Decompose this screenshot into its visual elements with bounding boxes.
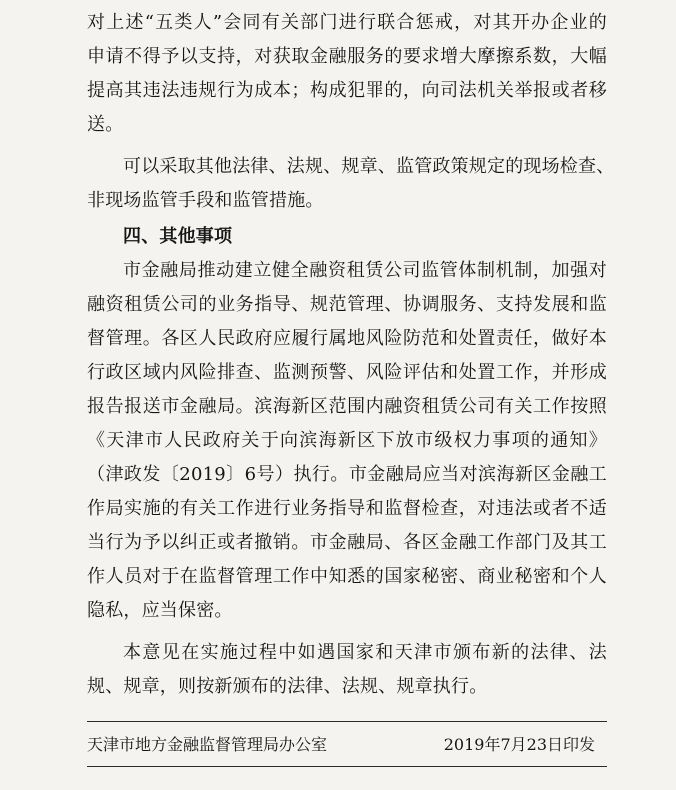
paragraph-other-matters — [87, 254, 607, 628]
document-body — [87, 6, 615, 704]
paragraph-supervision-measures — [87, 150, 615, 218]
paragraph-line: 规、规章，则按新颁布的法律、法规、规章执行。 — [87, 676, 488, 697]
continued-paragraph — [87, 6, 607, 142]
paragraph-line: 本意见在实施过程中如遇国家和天津市颁布新的法律、法 — [123, 642, 607, 663]
paragraph-line: 融资租赁公司的业务指导、规范管理、协调服务、支持发展和监 — [87, 294, 607, 315]
paragraph-line: 作局实施的有关工作进行业务指导和监督检查，对违法或者不适 — [87, 498, 607, 519]
paragraph-line: 行政区域内风险排查、监测预警、风险评估和处置工作，并形成 — [87, 362, 607, 383]
issuance-footer — [87, 721, 607, 768]
paragraph-line: （津政发〔2019〕6号）执行。市金融局应当对滨海新区金融工 — [87, 464, 607, 485]
paragraph-line: 提高其违法违规行为成本；构成犯罪的，向司法机关举报或者移 — [87, 80, 607, 101]
paragraph-line: 督管理。各区人民政府应履行属地风险防范和处置责任，做好本 — [87, 328, 607, 349]
paragraph-line: 作人员对于在监督管理工作中知悉的国家秘密、商业秘密和个人 — [87, 566, 607, 587]
paragraph-line: 可以采取其他法律、法规、规章、监管政策规定的现场检查、 — [123, 156, 615, 177]
paragraph-line: 非现场监管手段和监管措施。 — [87, 190, 324, 211]
paragraph-line: 市金融局推动建立健全融资租赁公司监管体制机制，加强对 — [123, 260, 607, 281]
paragraph-line: 对上述“五类人”会同有关部门进行联合惩戒，对其开办企业的 — [87, 12, 607, 33]
paragraph-line: 隐私，应当保密。 — [87, 600, 233, 621]
section-heading: 四、其他事项 — [123, 226, 233, 247]
paragraph-line: 报告报送市金融局。滨海新区范围内融资租赁公司有关工作按照 — [87, 396, 607, 417]
issue-date: 2019年7月23日印发 — [443, 735, 595, 754]
paragraph-line: 当行为予以纠正或者撤销。市金融局、各区金融工作部门及其工 — [87, 532, 607, 553]
paragraph-line: 申请不得予以支持，对获取金融服务的要求增大摩擦系数，大幅 — [87, 46, 607, 67]
issuer-name: 天津市地方金融监督管理局办公室 — [87, 735, 328, 754]
footer-bottom-rule — [87, 766, 607, 767]
paragraph-line: 《天津市人民政府关于向滨海新区下放市级权力事项的通知》 — [87, 430, 607, 451]
paragraph-implementation — [87, 636, 607, 704]
paragraph-line: 送。 — [87, 114, 124, 135]
